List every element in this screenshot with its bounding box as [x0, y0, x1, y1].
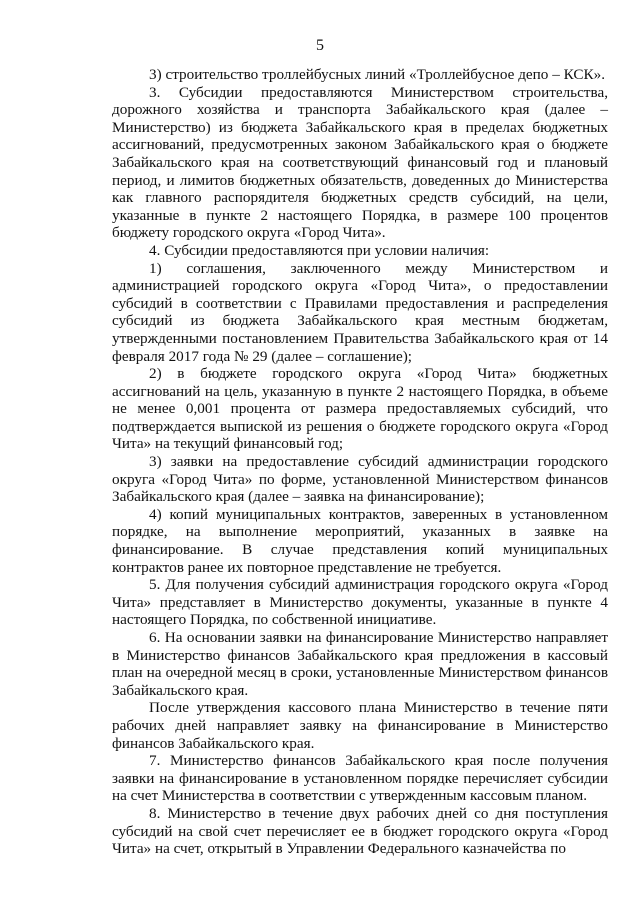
paragraph-3-3-trolleybus-lines: 3) строительство троллейбусных линий «Троллейбусное депо – КСК».: [149, 66, 605, 83]
paragraph-6-cash-plan: 6. На основании заявки на финансирование Министерство направляет в Министерство финансов Забайкальского края предложения в кассовый план на очередной месяц в сроки, установленные Министерством финансов Забайкальского края.: [112, 629, 608, 699]
paragraph-4-1-agreement: 1) соглашения, заключенного между Министерством и администрацией городского округа «Город Чита», о предоставлении субсидий в соответствии с Правилами предоставления и распределения субсидий из бюджета Забайкальского края местным бюджетам, утвержденными постановлением Правительства Забайкальского края от 14 февраля 2017 года № 29 (далее – соглашение);: [112, 259, 608, 365]
paragraph-4-2-budget-allocations: 2) в бюджете городского округа «Город Чита» бюджетных ассигнований на цель, указанную в пункте 2 настоящего Порядка, в объеме не менее 0,001 процента от размера предоставляемых субсидий, что подтверждается выпиской из решения о бюджете городского округа «Город Чита» на текущий финансовый год;: [112, 365, 608, 453]
paragraph-6-after-approval: После утверждения кассового плана Министерство в течение пяти рабочих дней направляет заявку на финансирование в Министерство финансов Забайкальского края.: [112, 699, 608, 752]
paragraph-8-transfer-to-budget: 8. Министерство в течение двух рабочих дней со дня поступления субсидий на свой счет перечисляет ее в бюджет городского округа «Город Чита» на счет, открытый в Управлении Федерального казначейства по: [112, 804, 608, 858]
paragraph-7-transfer: 7. Министерство финансов Забайкальского края после получения заявки на финансирование в установленном порядке перечисляет субсидии на счет Министерства в соответствии с утвержденным кассовым планом.: [112, 752, 608, 805]
paragraph-4-3-application: 3) заявки на предоставление субсидий администрации городского округа «Город Чита» по форме, установленной Министерством финансов Забайкальского края (далее – заявка на финансирование);: [112, 453, 608, 506]
paragraph-4-conditions: 4. Субсидии предоставляются при условии наличия:: [149, 241, 490, 259]
paragraph-5-documents: 5. Для получения субсидий администрация городского округа «Город Чита» представляет в Министерство документы, указанные в пункте 4 настоящего Порядка, по собственной инициативе.: [112, 576, 608, 629]
page-number: 5: [316, 37, 324, 54]
paragraph-3-subsidy-provision: 3. Субсидии предоставляются Министерством строительства, дорожного хозяйства и транспорта Забайкальского края (далее – Министерство) из бюджета Забайкальского края в пределах бюджетных ассигнований, предусмотренных законом Забайкальского края о бюджете Забайкальского края на соответствующий финансовый год и плановый период, и лимитов бюджетных обязательств, доведенных до Министерства как главного распорядителя бюджетных средств субсидий, на цели, указанные в пункте 2 настоящего Порядка, в размере 100 процентов бюджету городского округа «Город Чита».: [112, 83, 608, 242]
paragraph-4-4-contract-copies: 4) копий муниципальных контрактов, заверенных в установленном порядке, на выполнение мероприятий, указанных в заявке на финансирование. В случае представления копий муниципальных контрактов ранее их повторное представление не требуется.: [112, 505, 608, 576]
document-body: [112, 66, 608, 858]
